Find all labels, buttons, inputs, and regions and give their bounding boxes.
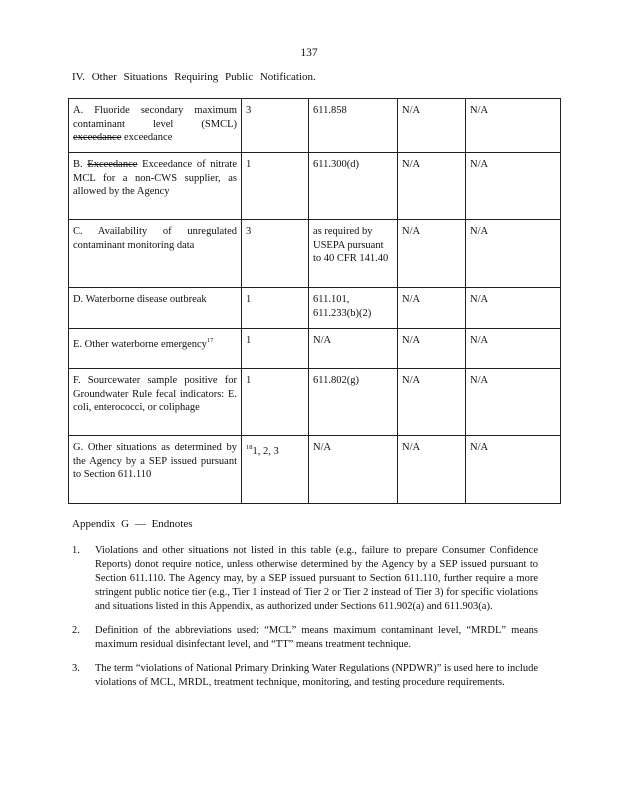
na-cell: N/A [466, 329, 561, 369]
tier-cell: 1 [242, 329, 309, 369]
situation-cell: G. Other situations as determined by the Agency by a SEP issued pursuant to Section 611.110 [69, 436, 242, 504]
endnote-item: 2. Definition of the abbreviations used: “MCL” means maximum contaminant level, “MRDL” means maximum residual disinfectant level, and “TT” means treatment technique. [72, 625, 538, 650]
page-number: 137 [300, 47, 318, 59]
situation-cell: E. Other waterborne emergency$^{17}$ [69, 329, 242, 369]
situation-cell: F. Sourcewater sample positive for Groundwater Rule fecal indicators: E. coli, enterococci, or coliphage [69, 369, 242, 436]
table-row [69, 369, 561, 436]
na-cell: N/A [466, 369, 561, 436]
table-row [69, 220, 561, 288]
na-cell: N/A [398, 329, 466, 369]
table-row [69, 153, 561, 220]
na-cell: N/A [466, 288, 561, 329]
na-cell: N/A [398, 220, 466, 288]
tier-cell: 3 [242, 99, 309, 153]
na-cell: N/A [466, 99, 561, 153]
na-cell: N/A [398, 369, 466, 436]
tier-cell: 1 [242, 369, 309, 436]
tier-cell: 3 [242, 220, 309, 288]
situation-cell: A. Fluoride secondary maximum contaminant level (SMCL) exceedance exceedance [69, 99, 242, 153]
citation-cell: 611.802(g) [309, 369, 398, 436]
tier-cell: 1 [242, 153, 309, 220]
citation-cell: 611.858 [309, 99, 398, 153]
citation-cell: as required by USEPA pursuant to 40 CFR 141.40 [309, 220, 398, 288]
citation-cell: N/A [309, 329, 398, 369]
na-cell: N/A [398, 436, 466, 504]
endnote-item: 1. Violations and other situations not listed in this table (e.g., failure to prepare Consumer Confidence Reports) donot require notice, unless otherwise determined by the Agency by a SEP issued pursuant to Section 611.110. The Agency may, by a SEP issued pursuant to Section 611.110, further require a more stringent public notice tier (e.g., Tier 1 instead of Tier 2 or Tier 2 instead of Tier 3) for specific violations and situations listed in this Appendix, as authorized under Sections 611.902(a) and 611.903(a). [72, 545, 538, 612]
na-cell: N/A [466, 220, 561, 288]
situation-cell: C. Availability of unregulated contaminant monitoring data [69, 220, 242, 288]
table-row [69, 99, 561, 153]
situation-cell: B. Exceedance Exceedance of nitrate MCL for a non-CWS supplier, as allowed by the Agency [69, 153, 242, 220]
na-cell: N/A [398, 288, 466, 329]
na-cell: N/A [466, 153, 561, 220]
citation-cell: 611.300(d) [309, 153, 398, 220]
tier-cell: 1 [242, 288, 309, 329]
situation-cell: D. Waterborne disease outbreak [69, 288, 242, 329]
na-cell: N/A [466, 436, 561, 504]
citation-cell: N/A [309, 436, 398, 504]
notification-table [68, 98, 561, 504]
tier-cell: $^{18}$1, 2, 3 [242, 436, 309, 504]
na-cell: N/A [398, 99, 466, 153]
endnotes-list [72, 544, 538, 700]
table-row [69, 436, 561, 504]
na-cell: N/A [398, 153, 466, 220]
section-title: IV. Other Situations Requiring Public Notification. [72, 71, 316, 83]
endnote-item: 3. The term “violations of National Primary Drinking Water Regulations (NPDWR)” is used here to include violations of MCL, MRDL, treatment technique, monitoring, and testing procedure requirements. [72, 663, 538, 688]
citation-cell: 611.101, 611.233(b)(2) [309, 288, 398, 329]
table-row [69, 288, 561, 329]
footnote-ref: 18 [246, 444, 253, 451]
footnote-ref: 17 [206, 337, 214, 344]
appendix-heading: Appendix G — Endnotes [72, 518, 193, 530]
table-row [69, 329, 561, 369]
